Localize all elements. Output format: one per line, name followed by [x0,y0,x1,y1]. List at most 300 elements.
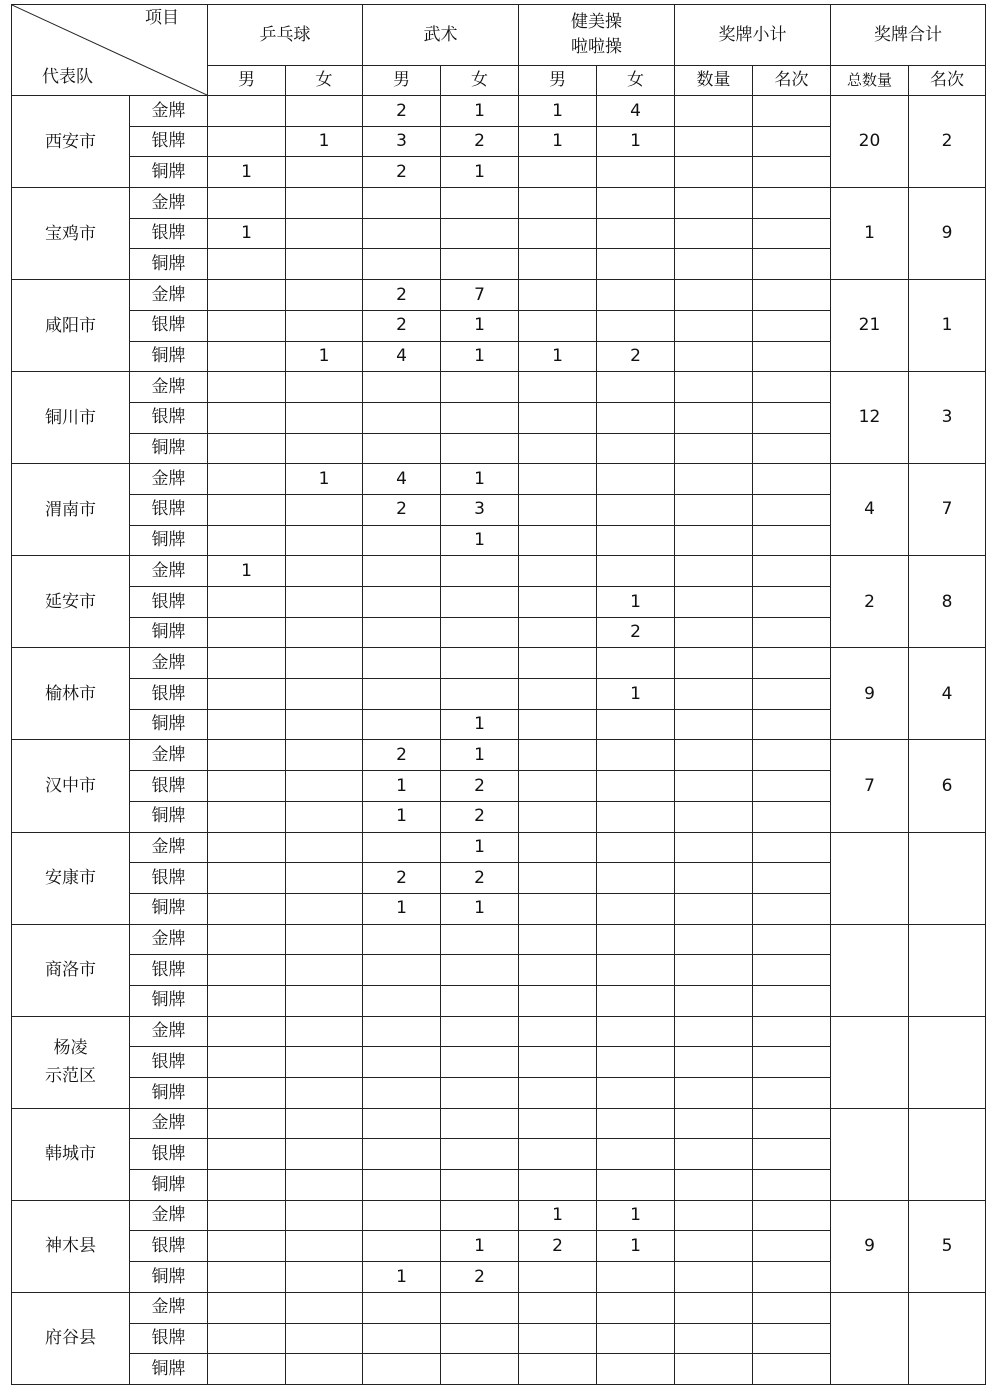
cell-table-tennis-men [208,249,286,280]
cell-table-tennis-women [286,1292,363,1323]
cell-aerobics-women [597,372,675,403]
cell-table-tennis-men [208,126,286,157]
cell-subtotal-rank [753,801,831,832]
cell-aerobics-women: 2 [597,341,675,372]
cell-aerobics-men [519,1016,597,1047]
cell-table-tennis-men [208,1292,286,1323]
cell-aerobics-women [597,1047,675,1078]
cell-wushu-men [363,1047,441,1078]
cell-aerobics-men [519,218,597,249]
cell-subtotal-count [675,1170,753,1201]
team-name-cell: 韩城市 [12,1108,130,1200]
cell-subtotal-count [675,709,753,740]
total-rank-cell: 1 [909,280,986,372]
cell-subtotal-rank [753,1139,831,1170]
cell-aerobics-men [519,372,597,403]
cell-table-tennis-women: 1 [286,464,363,495]
cell-subtotal-rank [753,433,831,464]
cell-subtotal-rank [753,924,831,955]
cell-subtotal-count [675,494,753,525]
cell-wushu-women [441,1170,519,1201]
cell-aerobics-women [597,188,675,219]
cell-subtotal-rank [753,1170,831,1201]
cell-wushu-women [441,985,519,1016]
cell-wushu-women [441,955,519,986]
cell-subtotal-count [675,372,753,403]
cell-aerobics-women [597,709,675,740]
table-row [12,924,986,955]
cell-subtotal-rank [753,679,831,710]
cell-wushu-women [441,587,519,618]
cell-subtotal-rank [753,280,831,311]
cell-aerobics-women [597,1170,675,1201]
cell-aerobics-men [519,648,597,679]
cell-wushu-women: 2 [441,1262,519,1293]
cell-wushu-men: 3 [363,126,441,157]
cell-subtotal-rank [753,955,831,986]
cell-wushu-men [363,1354,441,1385]
medal-type-cell: 银牌 [130,402,208,433]
table-row [12,96,986,127]
cell-table-tennis-women [286,1170,363,1201]
cell-aerobics-men [519,525,597,556]
cell-aerobics-women: 1 [597,587,675,618]
cell-aerobics-men [519,679,597,710]
cell-subtotal-rank [753,188,831,219]
cell-table-tennis-men [208,955,286,986]
cell-aerobics-men [519,1292,597,1323]
cell-table-tennis-women [286,587,363,618]
cell-aerobics-women: 4 [597,96,675,127]
cell-table-tennis-men [208,1108,286,1139]
cell-aerobics-men [519,893,597,924]
cell-table-tennis-men [208,893,286,924]
cell-subtotal-count [675,556,753,587]
cell-wushu-women [441,648,519,679]
cell-wushu-women [441,249,519,280]
cell-table-tennis-men [208,1354,286,1385]
cell-wushu-men: 4 [363,341,441,372]
cell-subtotal-rank [753,310,831,341]
cell-table-tennis-women [286,740,363,771]
cell-aerobics-women [597,556,675,587]
cell-aerobics-men [519,709,597,740]
cell-wushu-men [363,832,441,863]
cell-table-tennis-women [286,96,363,127]
cell-wushu-men [363,1078,441,1109]
cell-aerobics-women [597,218,675,249]
total-rank-cell [909,1016,986,1108]
cell-subtotal-rank [753,402,831,433]
cell-aerobics-women [597,310,675,341]
cell-aerobics-women [597,1108,675,1139]
cell-table-tennis-men [208,1262,286,1293]
cell-aerobics-men: 1 [519,126,597,157]
cell-aerobics-women [597,464,675,495]
cell-subtotal-count [675,648,753,679]
total-count-cell: 9 [831,1200,909,1292]
cell-wushu-women: 2 [441,771,519,802]
total-count-cell [831,924,909,1016]
cell-aerobics-women: 1 [597,1200,675,1231]
total-rank-cell: 4 [909,648,986,740]
cell-wushu-women [441,679,519,710]
cell-table-tennis-men [208,1016,286,1047]
cell-table-tennis-men [208,96,286,127]
medal-type-cell: 铜牌 [130,1262,208,1293]
team-name-cell: 咸阳市 [12,280,130,372]
cell-aerobics-men [519,1323,597,1354]
cell-table-tennis-men [208,985,286,1016]
cell-aerobics-women [597,157,675,188]
cell-subtotal-rank [753,587,831,618]
cell-aerobics-men [519,433,597,464]
cell-table-tennis-women [286,955,363,986]
cell-subtotal-count [675,249,753,280]
cell-wushu-men: 2 [363,494,441,525]
cell-subtotal-count [675,126,753,157]
cell-aerobics-men [519,587,597,618]
group-header-medal-total: 奖牌合计 [831,5,986,66]
table-row [12,1200,986,1231]
total-rank-cell: 7 [909,464,986,556]
medal-type-cell: 铜牌 [130,985,208,1016]
cell-wushu-women [441,433,519,464]
cell-wushu-men [363,985,441,1016]
cell-aerobics-men: 1 [519,1200,597,1231]
cell-subtotal-rank [753,556,831,587]
cell-aerobics-men: 1 [519,96,597,127]
cell-wushu-men [363,249,441,280]
cell-aerobics-men [519,188,597,219]
cell-aerobics-men [519,1108,597,1139]
cell-wushu-women [441,1016,519,1047]
cell-wushu-men: 1 [363,893,441,924]
medal-type-cell: 银牌 [130,1231,208,1262]
cell-table-tennis-women [286,1231,363,1262]
cell-subtotal-rank [753,1292,831,1323]
cell-aerobics-men [519,556,597,587]
cell-table-tennis-men [208,832,286,863]
cell-wushu-women: 2 [441,863,519,894]
medal-type-cell: 金牌 [130,556,208,587]
cell-table-tennis-women [286,771,363,802]
cell-subtotal-rank [753,740,831,771]
cell-aerobics-men [519,985,597,1016]
cell-aerobics-women [597,1292,675,1323]
cell-aerobics-women [597,1354,675,1385]
cell-subtotal-count [675,771,753,802]
cell-aerobics-men [519,157,597,188]
cell-aerobics-women [597,1078,675,1109]
cell-wushu-women: 3 [441,494,519,525]
cell-subtotal-count [675,1200,753,1231]
team-name-cell: 宝鸡市 [12,188,130,280]
cell-table-tennis-men [208,1170,286,1201]
cell-subtotal-rank [753,709,831,740]
cell-table-tennis-women [286,863,363,894]
cell-table-tennis-men [208,924,286,955]
cell-wushu-women: 1 [441,740,519,771]
cell-subtotal-count [675,863,753,894]
cell-table-tennis-women [286,1323,363,1354]
team-name-cell: 西安市 [12,96,130,188]
cell-table-tennis-women: 1 [286,126,363,157]
cell-table-tennis-women [286,310,363,341]
cell-table-tennis-women [286,157,363,188]
medal-type-cell: 银牌 [130,1047,208,1078]
cell-aerobics-men [519,740,597,771]
cell-subtotal-count [675,1108,753,1139]
medal-type-cell: 金牌 [130,740,208,771]
cell-wushu-men [363,525,441,556]
cell-subtotal-rank [753,1323,831,1354]
cell-subtotal-count [675,617,753,648]
cell-subtotal-rank [753,1016,831,1047]
medal-type-cell: 金牌 [130,96,208,127]
cell-wushu-men [363,1323,441,1354]
cell-subtotal-rank [753,985,831,1016]
medal-type-cell: 金牌 [130,1016,208,1047]
cell-wushu-men [363,1139,441,1170]
subheader-total-rank: 名次 [909,66,986,96]
table-row [12,1016,986,1047]
medal-type-cell: 银牌 [130,1139,208,1170]
cell-subtotal-count [675,310,753,341]
cell-aerobics-men [519,1354,597,1385]
group-header-medal-subtotal: 奖牌小计 [675,5,831,66]
medal-type-cell: 铜牌 [130,893,208,924]
cell-table-tennis-men: 1 [208,556,286,587]
cell-table-tennis-men [208,372,286,403]
cell-wushu-women: 1 [441,310,519,341]
cell-subtotal-rank [753,1200,831,1231]
medal-type-cell: 铜牌 [130,433,208,464]
cell-table-tennis-women [286,1354,363,1385]
cell-wushu-men [363,433,441,464]
cell-subtotal-count [675,218,753,249]
cell-aerobics-women [597,433,675,464]
cell-subtotal-rank [753,372,831,403]
cell-wushu-men [363,1170,441,1201]
cell-wushu-men [363,372,441,403]
cell-wushu-women [441,402,519,433]
total-count-cell [831,832,909,924]
cell-table-tennis-men [208,433,286,464]
cell-table-tennis-men [208,1231,286,1262]
cell-subtotal-count [675,157,753,188]
cell-subtotal-count [675,679,753,710]
medal-type-cell: 银牌 [130,771,208,802]
medal-type-cell: 金牌 [130,924,208,955]
cell-aerobics-women [597,893,675,924]
cell-table-tennis-men: 1 [208,157,286,188]
total-count-cell [831,1108,909,1200]
cell-subtotal-count [675,402,753,433]
medal-type-cell: 铜牌 [130,1170,208,1201]
cell-wushu-men [363,218,441,249]
table-row [12,556,986,587]
cell-subtotal-count [675,801,753,832]
team-name-cell: 杨凌 示范区 [12,1016,130,1108]
total-count-cell [831,1292,909,1384]
subheader-table-tennis-men: 男 [208,66,286,96]
cell-aerobics-women [597,525,675,556]
subheader-aerobics-women: 女 [597,66,675,96]
cell-table-tennis-men [208,1139,286,1170]
subheader-table-tennis-women: 女 [286,66,363,96]
cell-aerobics-women [597,863,675,894]
subheader-aerobics-men: 男 [519,66,597,96]
total-rank-cell [909,1292,986,1384]
cell-subtotal-rank [753,648,831,679]
cell-table-tennis-men: 1 [208,218,286,249]
cell-table-tennis-women [286,1262,363,1293]
cell-wushu-women: 1 [441,832,519,863]
cell-wushu-men [363,709,441,740]
corner-team-label: 代表队 [42,67,93,88]
cell-subtotal-count [675,832,753,863]
medal-type-cell: 银牌 [130,494,208,525]
medal-type-cell: 银牌 [130,218,208,249]
cell-wushu-women [441,372,519,403]
cell-wushu-men [363,556,441,587]
medal-type-cell: 铜牌 [130,709,208,740]
cell-subtotal-count [675,433,753,464]
cell-wushu-men [363,587,441,618]
cell-table-tennis-women [286,924,363,955]
cell-subtotal-count [675,1231,753,1262]
cell-table-tennis-men [208,863,286,894]
table-row [12,464,986,495]
total-count-cell [831,1016,909,1108]
medal-type-cell: 金牌 [130,1108,208,1139]
cell-subtotal-rank [753,96,831,127]
cell-wushu-men: 2 [363,740,441,771]
cell-subtotal-count [675,893,753,924]
cell-table-tennis-women [286,893,363,924]
cell-subtotal-count [675,1139,753,1170]
cell-aerobics-women: 2 [597,617,675,648]
team-name-cell: 神木县 [12,1200,130,1292]
cell-subtotal-count [675,1078,753,1109]
cell-wushu-men: 2 [363,863,441,894]
subheader-subtotal-rank: 名次 [753,66,831,96]
team-name-cell: 安康市 [12,832,130,924]
cell-aerobics-women: 1 [597,126,675,157]
cell-aerobics-women [597,1016,675,1047]
cell-subtotal-rank [753,893,831,924]
cell-wushu-women [441,1078,519,1109]
cell-wushu-women [441,1200,519,1231]
team-name-cell: 府谷县 [12,1292,130,1384]
table-row [12,740,986,771]
cell-aerobics-women [597,924,675,955]
cell-table-tennis-men [208,740,286,771]
cell-subtotal-count [675,1016,753,1047]
subheader-wushu-men: 男 [363,66,441,96]
cell-table-tennis-men [208,525,286,556]
cell-aerobics-men [519,1078,597,1109]
cell-subtotal-rank [753,494,831,525]
subheader-subtotal-count: 数量 [675,66,753,96]
total-count-cell: 7 [831,740,909,832]
cell-wushu-women [441,1323,519,1354]
cell-wushu-men [363,1231,441,1262]
cell-wushu-women: 1 [441,464,519,495]
medal-type-cell: 银牌 [130,1323,208,1354]
total-count-cell: 12 [831,372,909,464]
cell-aerobics-women: 1 [597,679,675,710]
cell-wushu-men [363,1108,441,1139]
medal-type-cell: 铜牌 [130,1078,208,1109]
cell-subtotal-count [675,96,753,127]
cell-aerobics-men [519,1262,597,1293]
cell-wushu-women [441,1047,519,1078]
cell-table-tennis-women [286,494,363,525]
cell-aerobics-men [519,617,597,648]
medal-type-cell: 金牌 [130,1292,208,1323]
header-row-groups [12,5,986,66]
cell-table-tennis-men [208,310,286,341]
cell-subtotal-rank [753,1354,831,1385]
medal-type-cell: 铜牌 [130,801,208,832]
cell-wushu-men [363,648,441,679]
cell-wushu-men: 2 [363,280,441,311]
cell-table-tennis-women [286,648,363,679]
cell-aerobics-men [519,863,597,894]
cell-wushu-women: 2 [441,801,519,832]
cell-subtotal-count [675,587,753,618]
cell-wushu-women: 7 [441,280,519,311]
cell-subtotal-count [675,1047,753,1078]
cell-wushu-women: 1 [441,157,519,188]
cell-wushu-men: 2 [363,157,441,188]
cell-aerobics-women [597,985,675,1016]
cell-aerobics-men [519,955,597,986]
cell-wushu-men: 2 [363,96,441,127]
cell-aerobics-women [597,1262,675,1293]
cell-table-tennis-men [208,494,286,525]
cell-subtotal-count [675,1292,753,1323]
cell-subtotal-count [675,1354,753,1385]
medal-type-cell: 铜牌 [130,1354,208,1385]
total-rank-cell [909,1108,986,1200]
cell-subtotal-rank [753,218,831,249]
cell-subtotal-rank [753,341,831,372]
cell-aerobics-women [597,280,675,311]
cell-wushu-men [363,679,441,710]
medal-type-cell: 金牌 [130,832,208,863]
cell-subtotal-rank [753,249,831,280]
cell-table-tennis-women: 1 [286,341,363,372]
cell-wushu-women: 1 [441,96,519,127]
cell-subtotal-count [675,985,753,1016]
cell-table-tennis-women [286,679,363,710]
cell-wushu-men [363,617,441,648]
cell-aerobics-women [597,1323,675,1354]
corner-project-label: 项目 [145,8,179,28]
cell-table-tennis-men [208,1200,286,1231]
cell-wushu-men: 2 [363,310,441,341]
team-name-cell: 延安市 [12,556,130,648]
cell-aerobics-men [519,1139,597,1170]
cell-table-tennis-men [208,1323,286,1354]
cell-table-tennis-women [286,985,363,1016]
cell-wushu-women [441,1139,519,1170]
cell-subtotal-rank [753,832,831,863]
cell-table-tennis-men [208,1078,286,1109]
